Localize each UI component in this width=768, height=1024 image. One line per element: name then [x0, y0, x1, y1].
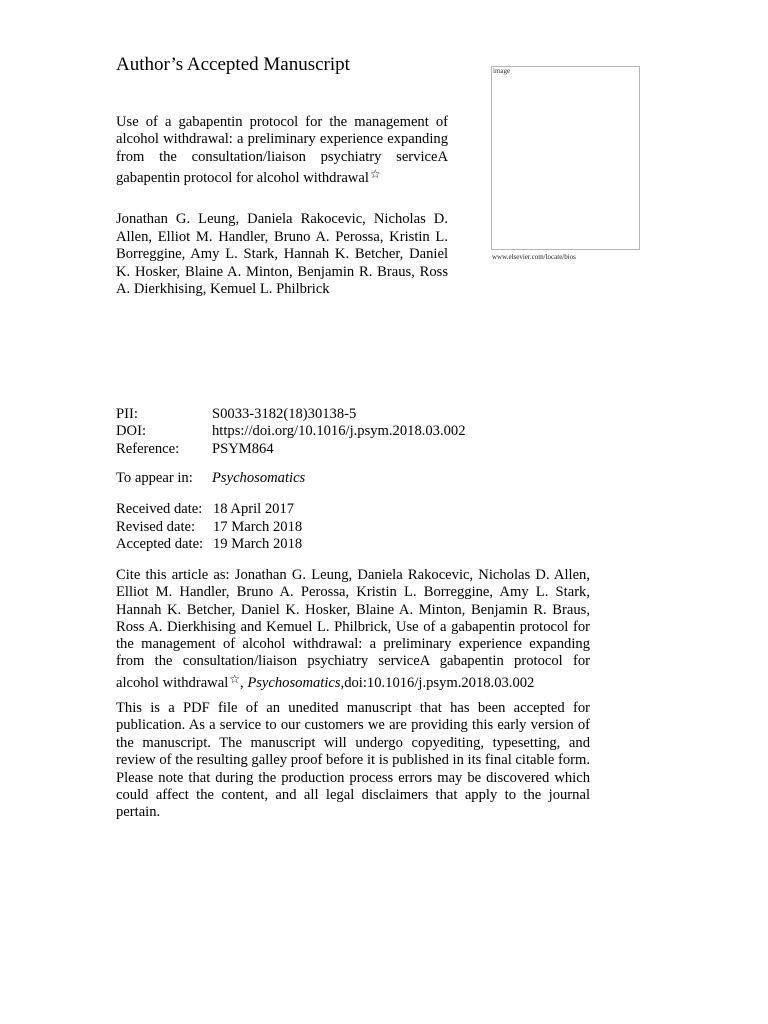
author-list: Jonathan G. Leung, Daniela Rakocevic, Nicholas D. Allen, Elliot M. Handler, Bruno A. Perossa, Kristin L. Borreggine, Amy L. Stark, Hannah K. Betcher, Daniel K. Hosker, Blaine A. Minton, Benjamin R. Braus, Ross A. Dierkhising, Kemuel L. Philbrick [116, 211, 448, 297]
received-date-row [116, 501, 302, 519]
pii-label: PII: [116, 406, 138, 422]
citation-text: Cite this article as: Jonathan G. Leung, Daniela Rakocevic, Nicholas D. Allen, Elliot M. Handler, Bruno A. Perossa, Kristin L. Borreggine, Amy L. Stark, Hannah K. Betcher, Daniel K. Hosker, Blaine A. Minton, Benjamin R. Braus, Ross A. Dierkhising and Kemuel L. Philbrick, Use of a gabapentin protocol for the management of alcohol withdrawal: a preliminary experience expanding from the consultation/liaison psychiatry serviceA gabapentin protocol for alcohol withdrawal [116, 567, 590, 691]
accepted-date-value: 19 March 2018 [213, 536, 303, 552]
article-title-text: Use of a gabapentin protocol for the management of alcohol withdrawal: a preliminary experience expanding from the consultation/liaison psychiatry serviceA gabapentin protocol for alcohol withdrawal [116, 114, 448, 186]
reference-value: PSYM864 [212, 440, 274, 457]
received-date-value: 18 April 2017 [213, 501, 295, 517]
journal-name: Psychosomatics [212, 470, 306, 486]
citation-doi: doi:10.1016/j.psym.2018.03.002 [344, 674, 535, 691]
star-icon: ☆ [229, 671, 241, 686]
star-icon: ☆ [369, 166, 381, 181]
cover-image-placeholder [491, 66, 640, 250]
journal-url: www.elsevier.com/locate/bios [492, 253, 576, 261]
revised-date-value: 17 March 2018 [213, 518, 303, 535]
reference-label: Reference: [116, 440, 180, 457]
reference-row [116, 441, 466, 458]
received-date-label: Received date: [116, 501, 203, 517]
to-appear-in-row [116, 470, 305, 487]
pii-row [116, 406, 466, 423]
citation-paragraph [116, 567, 590, 692]
article-identifiers [116, 406, 466, 458]
revised-date-row [116, 519, 302, 537]
revised-date-label: Revised date: [116, 518, 196, 535]
pii-value: S0033-3182(18)30138-5 [212, 406, 357, 422]
doi-row [116, 423, 466, 440]
accepted-date-row [116, 536, 302, 554]
to-appear-in-label: To appear in: [116, 470, 193, 486]
manuscript-heading: Author’s Accepted Manuscript [116, 54, 350, 75]
citation-separator: , [240, 674, 248, 691]
citation-journal: Psychosomatics, [247, 674, 345, 691]
doi-value: https://doi.org/10.1016/j.psym.2018.03.002 [212, 423, 466, 440]
article-title [116, 114, 448, 187]
article-dates [116, 501, 302, 554]
unedited-manuscript-notice: This is a PDF file of an unedited manuscript that has been accepted for publication. As a service to our customers we are providing this early version of the manuscript. The manuscript will undergo copyediting, typesetting, and review of the resulting galley proof before it is published in its final citable form. Please note that during the production process errors may be discovered which could affect the content, and all legal disclaimers that apply to the journal pertain. [116, 700, 590, 821]
accepted-date-label: Accepted date: [116, 536, 204, 552]
doi-label: DOI: [116, 423, 146, 440]
image-label: image [493, 67, 511, 75]
